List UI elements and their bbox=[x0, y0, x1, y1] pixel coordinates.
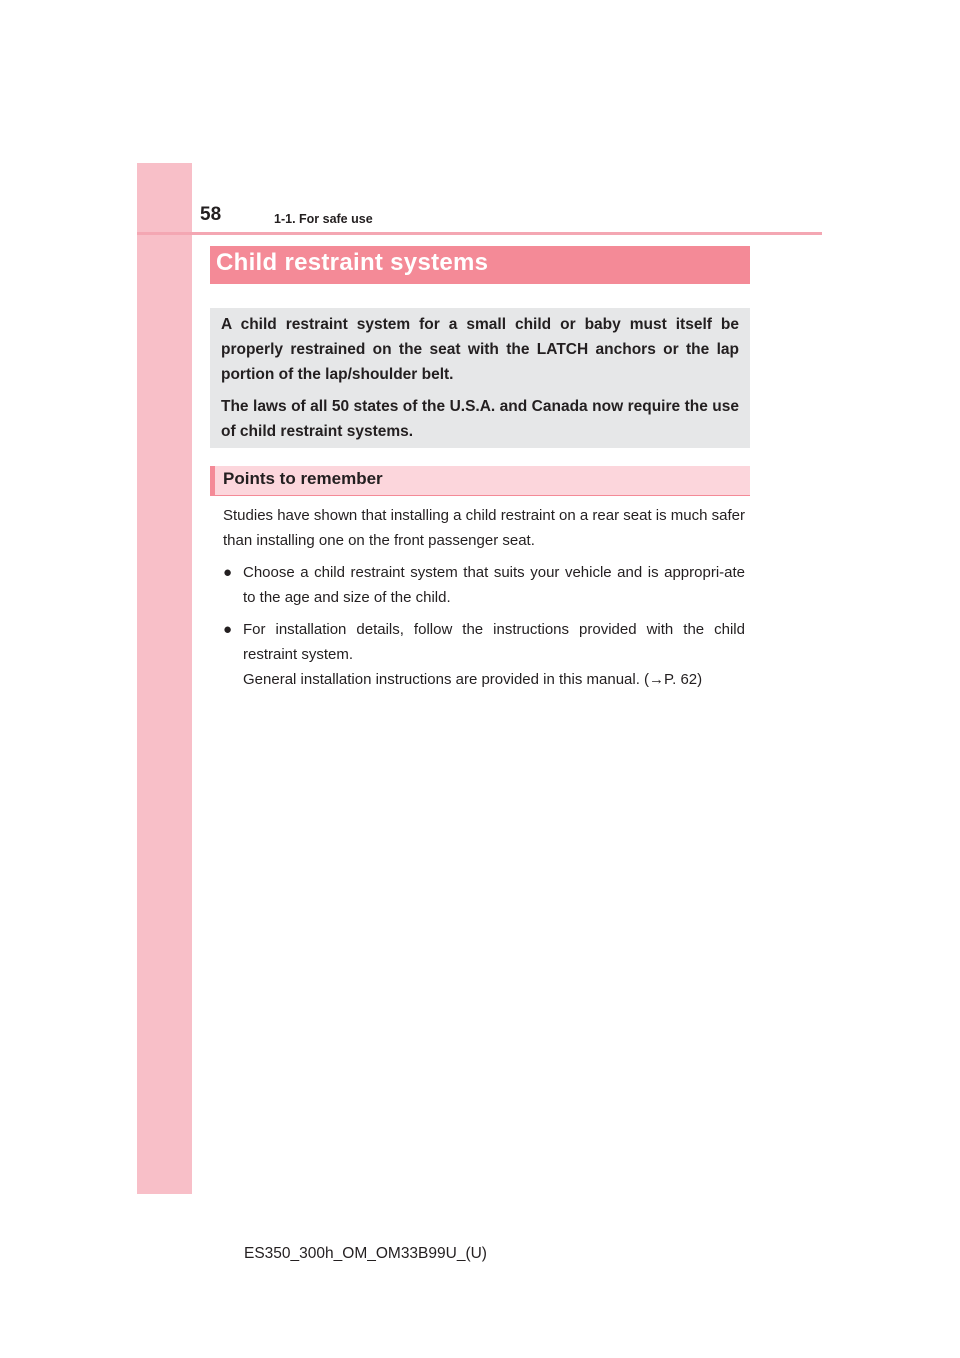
intro-paragraph: The laws of all 50 states of the U.S.A. and Canada now require the use of child restraint systems. bbox=[221, 398, 739, 440]
bullet-icon: ● bbox=[223, 621, 233, 638]
points-heading: Points to remember bbox=[223, 469, 383, 488]
heading-accent bbox=[210, 466, 215, 495]
section-label: 1-1. For safe use bbox=[274, 212, 373, 226]
page-reference-link[interactable]: General installation instructions are provided in this manual. (→P. 62) bbox=[243, 671, 703, 688]
points-body bbox=[223, 503, 745, 692]
side-strip bbox=[137, 163, 192, 1194]
document-code: ES350_300h_OM_OM33B99U_(U) bbox=[244, 1245, 487, 1262]
bullet-text: Choose a child restraint system that suits your vehicle and is appropri-ate to the age and size of the child. bbox=[243, 564, 745, 606]
list-item bbox=[223, 560, 745, 610]
bullet-icon: ● bbox=[223, 564, 233, 581]
title-bar bbox=[210, 246, 750, 284]
lead-paragraph: Studies have shown that installing a child restraint on a rear seat is much safer than installing one on the front passenger seat. bbox=[223, 507, 745, 549]
page-header bbox=[137, 200, 822, 236]
intro-paragraph: A child restraint system for a small child or baby must itself be properly restrained on the seat with the LATCH anchors or the lap portion of the lap/shoulder belt. bbox=[221, 316, 739, 383]
header-rule bbox=[137, 232, 822, 235]
bullet-text: For installation details, follow the instructions provided with the child restraint system. bbox=[243, 621, 745, 663]
intro-box bbox=[210, 308, 750, 448]
page-title: Child restraint systems bbox=[216, 249, 489, 276]
page-number: 58 bbox=[200, 204, 222, 225]
points-heading-bar bbox=[210, 466, 750, 496]
list-item bbox=[223, 617, 745, 692]
